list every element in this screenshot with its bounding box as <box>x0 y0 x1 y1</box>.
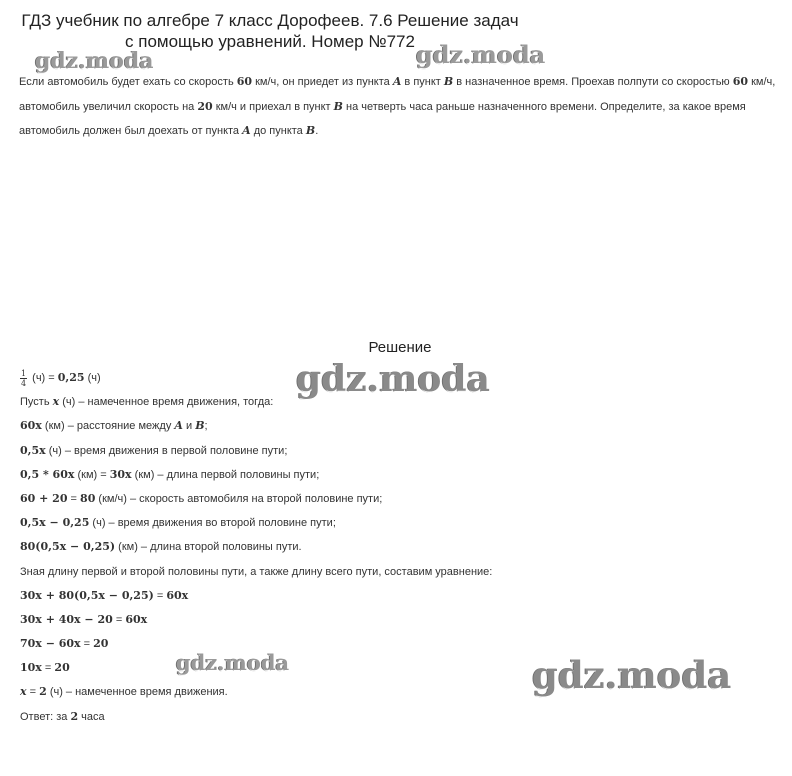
text: Пусть <box>20 396 53 409</box>
math-expr: 0,25 <box>57 371 85 384</box>
task-text-part: км/ч, он приедет из пункта <box>252 76 393 88</box>
task-text-part: в пункт <box>401 76 444 88</box>
watermark-logo: gdz.moda <box>176 650 290 675</box>
task-text <box>19 70 779 144</box>
point-a: A <box>242 124 251 137</box>
math-expr: 0,5x <box>20 443 46 457</box>
text: и <box>182 420 196 433</box>
equation-line <box>20 608 760 632</box>
text: = <box>41 662 55 675</box>
text: (ч) = <box>29 372 58 384</box>
task-text-part: . <box>315 125 319 137</box>
math-expr: 2 <box>39 685 47 699</box>
text: (ч) – намеченное время движения. <box>46 686 228 699</box>
watermark-logo: gdz.moda <box>532 653 732 697</box>
watermark-logo: gdz.moda <box>35 48 154 74</box>
text: (км) – длина второй половины пути. <box>115 541 302 554</box>
math-expr: 20 <box>93 637 109 651</box>
point-b: B <box>443 75 454 88</box>
answer-value: 2 <box>70 709 79 723</box>
point-b: B <box>305 124 316 137</box>
text: (ч) <box>84 372 101 384</box>
task-text-part: на четверть часа раньше назначенного времени. Определите, за какое время автомобиль должен был доехать от пункта <box>19 100 746 137</box>
answer-line <box>20 705 760 729</box>
fraction <box>20 369 27 388</box>
task-text-part: км/ч, автомобиль увеличил скорость на <box>19 76 776 113</box>
fraction-denominator: 4 <box>21 378 27 388</box>
point-b: B <box>195 419 205 433</box>
math-expr: 0,5x − 0,25 <box>20 516 90 530</box>
solution-line: Зная длину первой и второй половины пути, а также длину всего пути, составим уравнение: <box>20 565 493 578</box>
math-expr: 80 <box>80 491 96 505</box>
point-b: B <box>333 99 343 113</box>
text: = <box>153 589 167 602</box>
solution-line <box>20 439 760 463</box>
title-line-1: ГДЗ учебник по алгебре 7 класс Дорофеев. 7.6 Решение задач <box>21 11 519 30</box>
math-expr: 80(0,5x − 0,25) <box>20 540 116 554</box>
math-expr: 10x <box>20 661 42 675</box>
math-expr: 60x <box>125 612 148 626</box>
solution-line <box>20 535 760 559</box>
task-speed-value: 60 <box>236 75 253 88</box>
math-expr: 30x <box>109 467 132 481</box>
text: (ч) – время движения в первой половине пути; <box>45 444 288 457</box>
watermark-logo: gdz.moda <box>296 358 490 400</box>
task-text-part: км/ч и приехал в пункт <box>212 100 334 113</box>
math-expr: 60 + 20 <box>20 491 68 505</box>
task-speed-value: 60 <box>732 75 749 88</box>
fraction-numerator: 1 <box>21 368 27 378</box>
solution-line <box>20 463 760 487</box>
solution-line <box>20 414 760 438</box>
text: = <box>26 686 40 699</box>
text: (км) – расстояние между <box>41 420 175 433</box>
text: Ответ: за <box>20 710 71 723</box>
math-expr: 30x + 80(0,5x − 0,25) <box>20 588 154 602</box>
text: (км) – длина первой половины пути; <box>131 468 320 481</box>
math-expr: 20 <box>54 661 70 675</box>
math-expr: 70x − 60x <box>20 637 81 651</box>
text: (ч) – намеченное время движения, тогда: <box>59 396 274 409</box>
task-text-part: Если автомобиль будет ехать со скорость <box>19 76 237 88</box>
text: (км/ч) – скорость автомобиля на второй половине пути; <box>95 492 383 505</box>
text: (км) = <box>74 468 110 481</box>
title-line-2: с помощью уравнений. Номер №772 <box>125 32 415 51</box>
solution-line <box>20 511 760 535</box>
equation-line <box>20 584 760 608</box>
text: = <box>80 638 94 651</box>
text: = <box>67 492 81 505</box>
text: ; <box>204 420 208 433</box>
task-text-part: в назначенное время. Проехав полпути со скоростью <box>453 76 733 88</box>
task-speed-increase: 20 <box>197 99 213 113</box>
text: (ч) – время движения во второй половине пути; <box>89 517 336 530</box>
text: = <box>112 613 126 626</box>
math-var: x <box>20 685 27 699</box>
solution-line <box>20 487 760 511</box>
math-expr: 30x + 40x − 20 <box>20 612 113 626</box>
point-a: A <box>392 75 402 88</box>
math-expr: 0,5 * 60x <box>20 467 75 481</box>
point-a: A <box>174 419 183 433</box>
solution-heading: Решение <box>368 339 432 356</box>
math-expr: 60x <box>166 588 189 602</box>
task-text-part: до пункта <box>250 125 306 137</box>
text: часа <box>78 710 105 723</box>
watermark-logo: gdz.moda <box>416 40 546 69</box>
math-expr: 60x <box>20 419 42 433</box>
math-var: x <box>52 395 60 409</box>
